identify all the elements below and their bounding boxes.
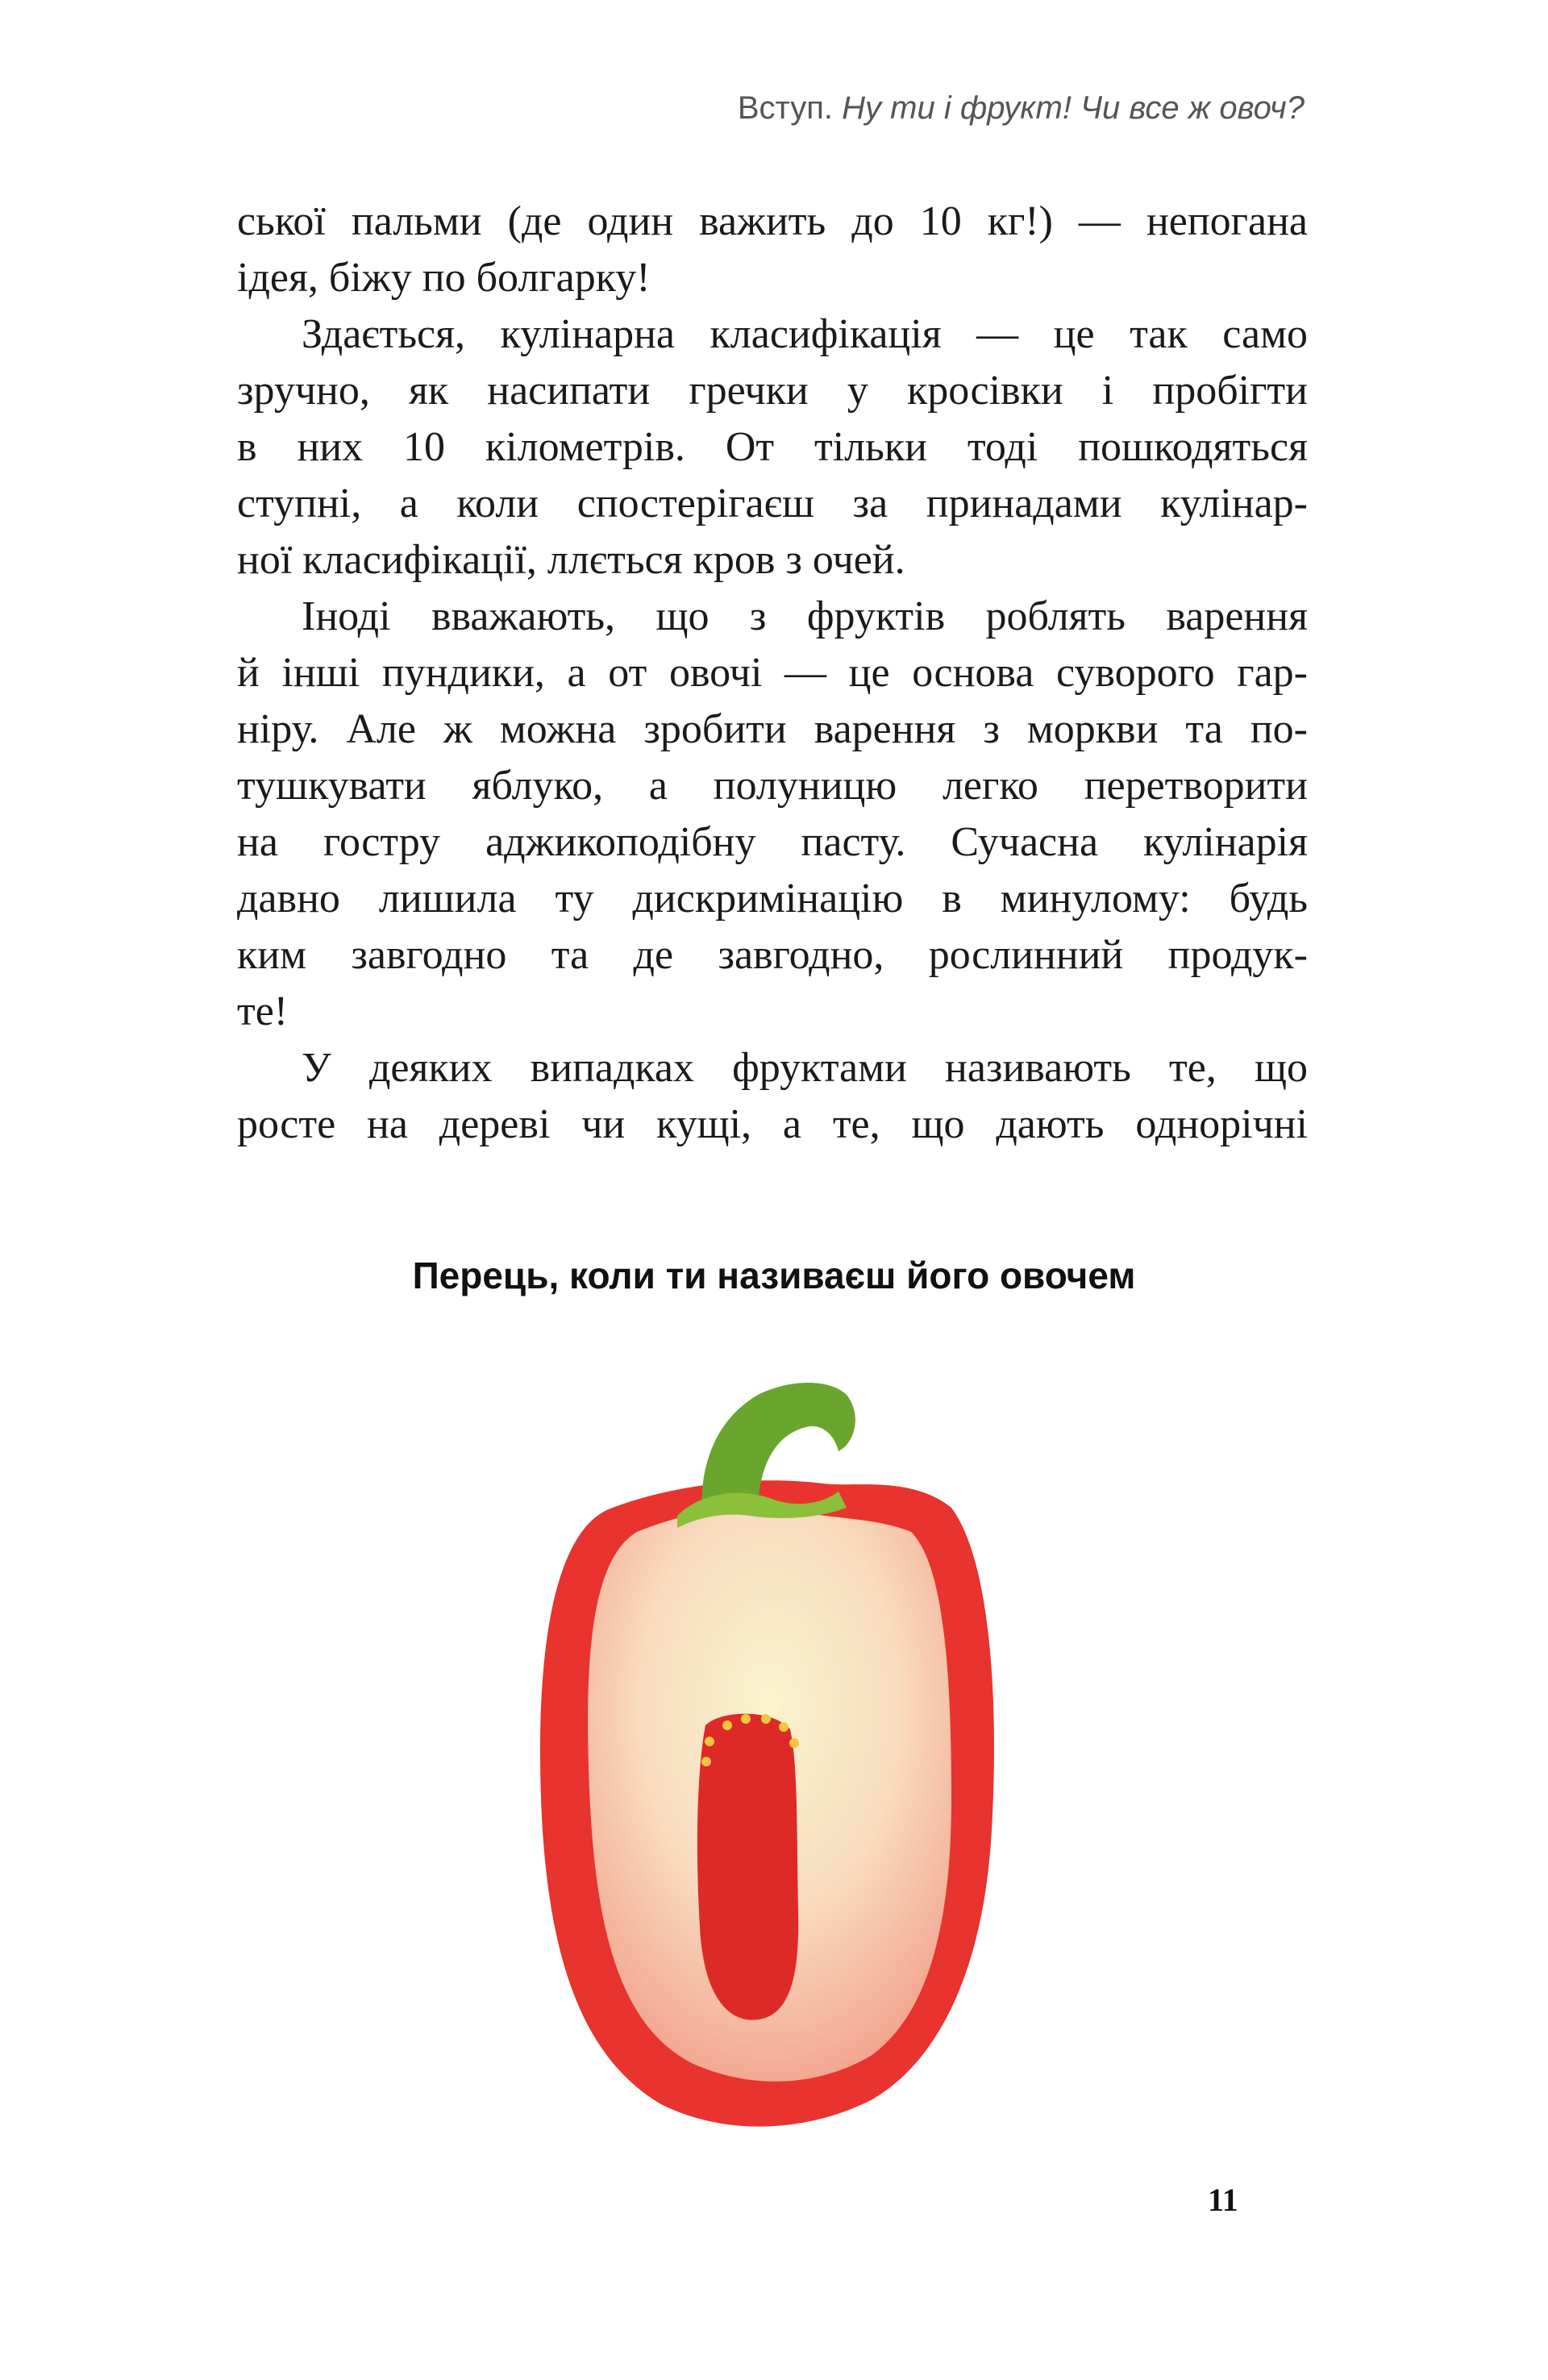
running-header [738, 90, 1305, 127]
text-line: У деяких випадках фруктами називають те, що [302, 1045, 1308, 1091]
text-line: ідея, біжу по болгарку! [237, 255, 651, 301]
text-line: те! [237, 988, 289, 1034]
text-line: росте на дереві чи кущі, а те, що дають однорічні [237, 1101, 1308, 1147]
pepper-illustration [516, 1346, 1016, 2153]
header-section: Вступ. [737, 90, 834, 126]
text-line: ної класифікації, ллється кров з очей. [237, 537, 905, 583]
text-line: тушкувати яблуко, а полуницю легко перетворити [237, 763, 1308, 809]
text-line: й інші пундики, а от овочі — це основа суворого гар- [237, 650, 1308, 696]
text-line: в них 10 кілометрів. От тільки тоді пошкодяться [237, 424, 1308, 470]
figure-caption: Перець, коли ти називаєш його овочем [412, 1254, 1136, 1296]
body-text [237, 193, 1308, 1153]
text-line: Іноді вважають, що з фруктів роблять варення [302, 593, 1308, 639]
text-line: ніру. Але ж можна зробити варення з моркви та по- [237, 706, 1308, 752]
pepper-cavity [697, 1714, 798, 2020]
text-line: на гостру аджикоподібну пасту. Сучасна кулінарія [237, 819, 1308, 865]
text-line: давно лишила ту дискримінацію в минулому: будь [237, 876, 1308, 922]
page-number: 11 [1208, 2182, 1238, 2218]
header-title: Ну ти і фрукт! Чи все ж овоч? [842, 90, 1305, 126]
text-line: ступні, а коли спостерігаєш за принадами кулінар- [237, 481, 1308, 526]
text-line: Здається, кулінарна класифікація — це так само [302, 311, 1308, 357]
text-line: зручно, як насипати гречки у кросівки і пробігти [237, 368, 1308, 414]
text-line: ким завгодно та де завгодно, рослинний продук- [237, 932, 1308, 978]
text-line: ської пальми (де один важить до 10 кг!) — непогана [237, 198, 1308, 244]
